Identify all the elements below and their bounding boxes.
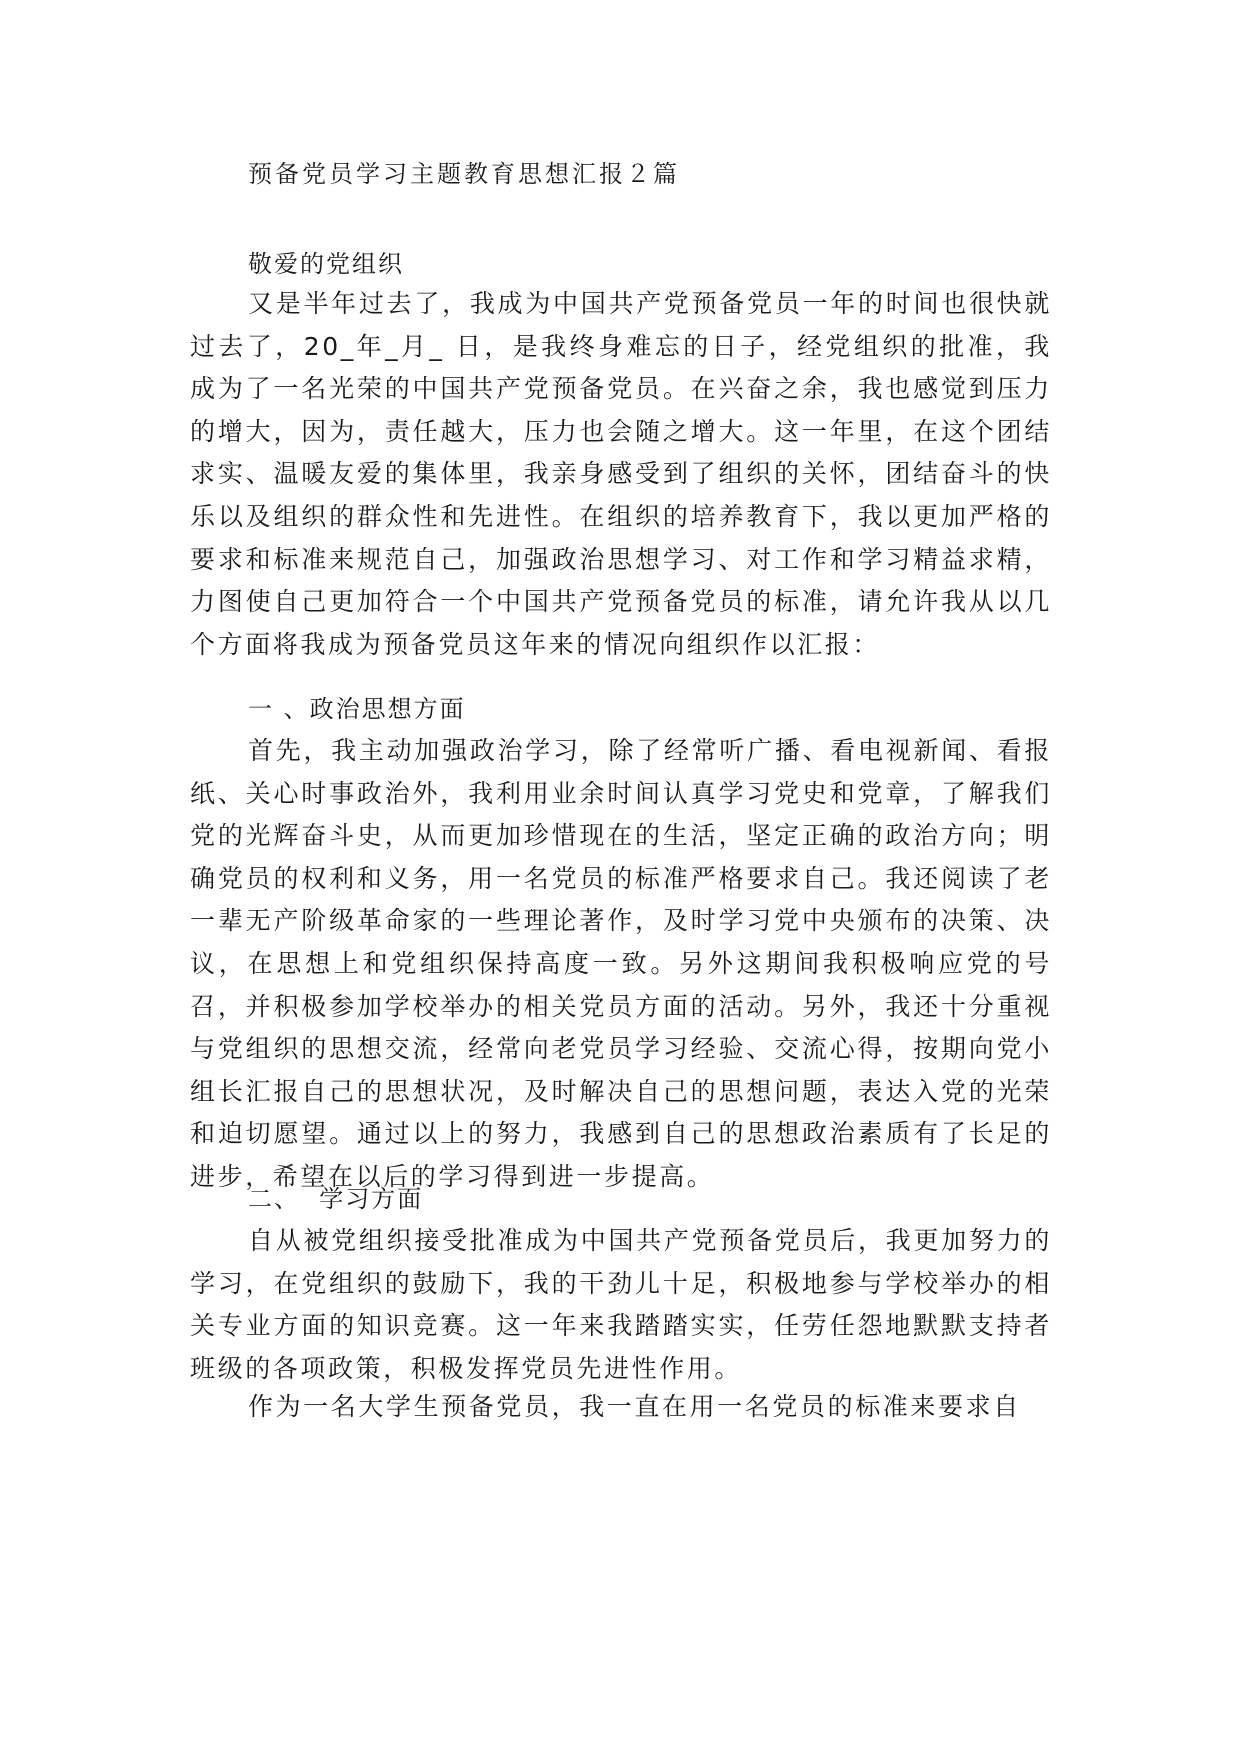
salutation: 敬爱的党组织 (248, 250, 404, 278)
section-heading-political: 一 、政治思想方面 (248, 695, 466, 723)
intro-paragraph: 又是半年过去了，我成为中国共产党预备党员一年的时间也很快就过去了，20_年_月_ 日，是我终身难忘的日子，经党组织的批准，我成为了一名光荣的中国共产党预备党员。在兴奋之余，我也感觉到压力的增大，因为，责任越大，压力也会随之增大。这一年里，在这个团结求实、温暖友爱的集体里，我亲身感受到了组织的关怀，团结奋斗的快乐以及组织的群众性和先进性。在组织的培养教育下，我以更加严格的要求和标准来规范自己，加强政治思想学习、对工作和学习精益求精，力图使自己更加符合一个中国共产党预备党员的标准，请允许我从以几个方面将我成为预备党员这年来的情况向组织作以汇报： (190, 289, 1052, 659)
political-paragraph: 首先，我主动加强政治学习，除了经常听广播、看电视新闻、看报纸、关心时事政治外，我利用业余时间认真学习党史和党章，了解我们党的光辉奋斗史，从而更加珍惜现在的生活，坚定正确的政治方向；明确党员的权利和义务，用一名党员的标准严格要求自己。我还阅读了老一辈无产阶级革命家的一些理论著作，及时学习党中央颁布的决策、决议，在思想上和党组织保持高度一致。另外这期间我积极响应党的号召，并积极参加学校举办的相关党员方面的活动。另外，我还十分重视与党组织的思想交流，经常向老党员学习经验、交流心得，按期向党小组长汇报自己的思想状况，及时解决自己的思想问题，表达入党的光荣和迫切愿望。通过以上的努力，我感到自己的思想政治素质有了长足的进步，希望在以后的学习得到进一步提高。 (190, 736, 1052, 1191)
section-heading-study: 二、 学习方面 (248, 1185, 424, 1213)
closing-paragraph-fragment: 作为一名大学生预备党员，我一直在用一名党员的标准来要求自 (248, 1392, 1021, 1421)
study-paragraph: 自从被党组织接受批准成为中国共产党预备党员后，我更加努力的学习，在党组织的鼓励下，我的干劲儿十足，积极地参与学校举办的相关专业方面的知识竞赛。这一年来我踏踏实实，任劳任怨地默默支持者班级的各项政策，积极发挥党员先进性作用。 (190, 1226, 1052, 1383)
document-title: 预备党员学习主题教育思想汇报２篇 (248, 160, 680, 188)
